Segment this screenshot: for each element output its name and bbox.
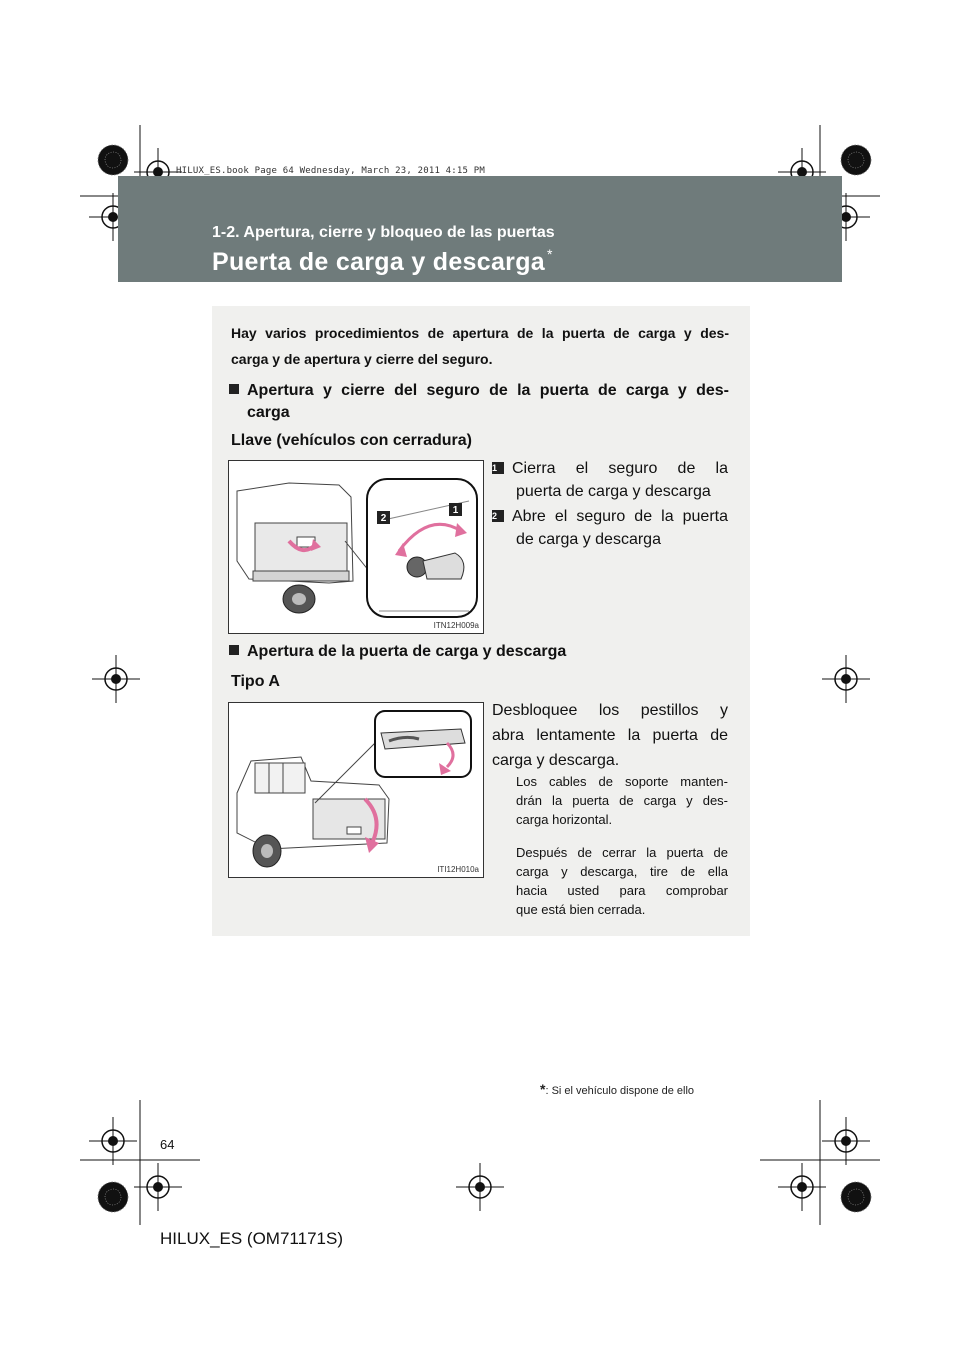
note2-line-3: hacia usted para comprobar [516, 883, 728, 898]
step-1-line-1: Cierra el seguro de la [512, 460, 728, 477]
document-code: HILUX_ES (OM71171S) [160, 1229, 343, 1248]
step-2-line-1: Abre el seguro de la puerta [512, 508, 728, 525]
step-2-badge: 2 [492, 510, 504, 522]
section-title: 1-2. Apertura, cierre y bloqueo de las puertas [212, 224, 555, 241]
intro-line-2: carga y de apertura y cierre del seguro. [231, 351, 493, 367]
note-check-closed [516, 843, 728, 919]
figure1-badge-1: 1 [452, 505, 459, 516]
title-asterisk: * [546, 246, 553, 262]
footnote-text: : Si el vehículo dispone de ello [545, 1085, 695, 1097]
section2-subheading: Tipo A [231, 673, 280, 690]
page-title [212, 248, 553, 277]
figure-tailgate-key [228, 460, 484, 634]
note1-line-3: carga horizontal. [516, 812, 613, 827]
figure1-code: ITN12H009a [433, 621, 479, 630]
step-2-line-2: de carga y descarga [516, 531, 661, 548]
instruction-line-2: abra lentamente la puerta de [492, 727, 728, 744]
note1-line-1: Los cables de soporte manten- [516, 774, 728, 789]
note1-line-2: drán la puerta de carga y des- [516, 793, 728, 808]
book-stamp: HILUX_ES.book Page 64 Wednesday, March 23, 2011 4:15 PM [176, 166, 486, 176]
instruction-line-1: Desbloquee los pestillos y [492, 702, 728, 719]
step-1-line-2: puerta de carga y descarga [516, 483, 711, 500]
section1-heading [229, 380, 729, 424]
step-1 [492, 457, 728, 503]
note2-line-2: carga y descarga, tire de ella [516, 864, 728, 879]
bullet-square-icon [229, 384, 239, 394]
page-title-text: Puerta de carga y descarga [212, 248, 545, 276]
tailgate-key-illustration [229, 461, 483, 633]
figure2-code: ITI12H010a [437, 865, 479, 874]
figure1-badge-2: 2 [380, 513, 387, 524]
figure-tailgate-open [228, 702, 484, 878]
footnote [540, 1081, 694, 1097]
instruction [492, 698, 728, 773]
section2-heading [229, 641, 566, 663]
note2-line-1: Después de cerrar la puerta de [516, 845, 728, 860]
intro-line-1: Hay varios procedimientos de apertura de la puerta de carga y des- [231, 325, 729, 341]
section1-subheading: Llave (vehículos con cerradura) [231, 432, 472, 449]
intro-paragraph [231, 320, 729, 372]
step-2 [492, 505, 728, 551]
page-number: 64 [160, 1137, 175, 1152]
section1-heading-line-2: carga [247, 404, 290, 421]
section2-heading-text: Apertura de la puerta de carga y descarga [247, 643, 567, 660]
section1-heading-line-1: Apertura y cierre del seguro de la puerta de carga y des- [247, 382, 729, 399]
tailgate-open-illustration [229, 703, 483, 877]
note2-line-4: que está bien cerrada. [516, 902, 646, 917]
note-support-cables [516, 772, 728, 829]
bullet-square-icon [229, 645, 239, 655]
step-1-badge: 1 [492, 462, 504, 474]
footnote-asterisk: * [540, 1081, 546, 1097]
instruction-line-3: carga y descarga. [492, 752, 620, 769]
